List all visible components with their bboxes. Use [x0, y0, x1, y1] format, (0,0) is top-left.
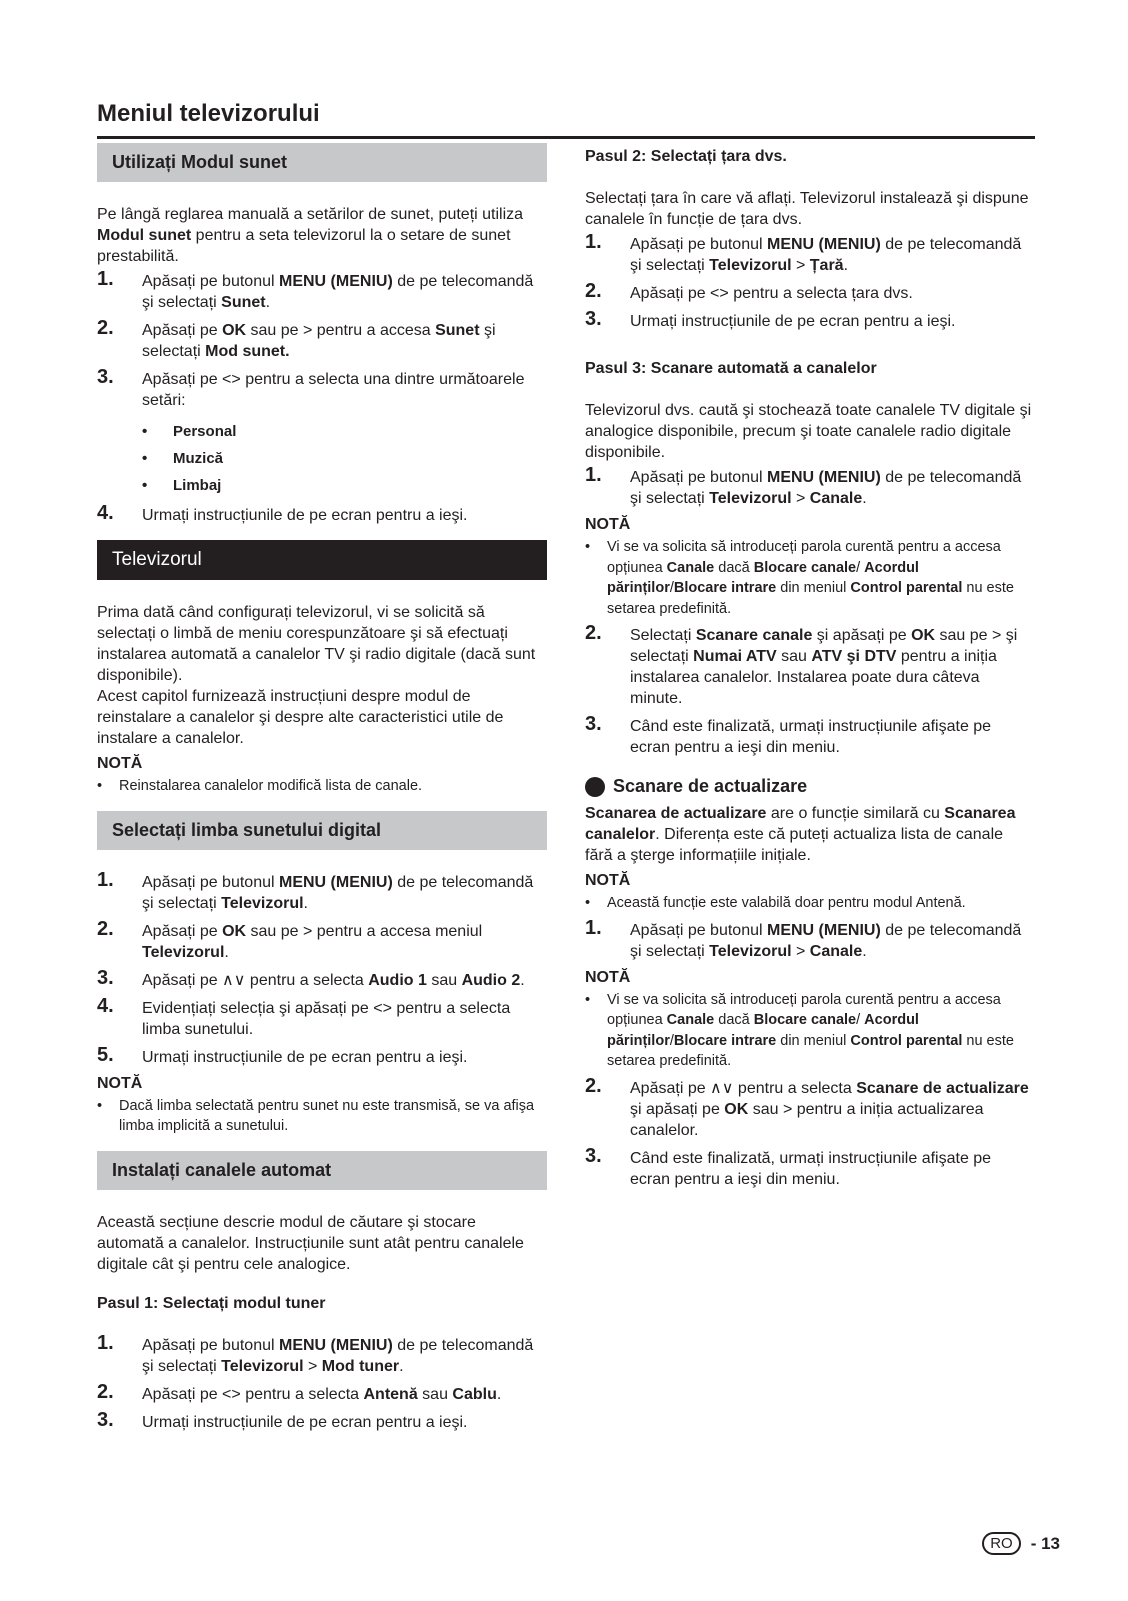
steps-list: [97, 268, 547, 411]
note-text: • Dacă limba selectată pentru sunet nu este transmisă, se va afişa limba implicită a sunetului.: [97, 1097, 535, 1134]
step-item: [97, 317, 547, 362]
section-heading: Televizorul: [97, 540, 547, 580]
section-auto-install: [97, 1151, 547, 1433]
step-item: [97, 268, 547, 313]
step-item: [585, 916, 1035, 962]
step-number: 3.: [585, 713, 602, 735]
bullet-circle-icon: [585, 777, 605, 797]
sub-heading: Scanare de actualizare: [585, 776, 1035, 797]
section-step3-scan: [585, 360, 1035, 758]
step-item: [97, 1043, 547, 1068]
step-text: Apăsați pe butonul MENU (MENIU) de pe telecomandă şi selectați Televizorul > Mod tuner.: [142, 1336, 534, 1375]
section-heading: Selectați limba sunetului digital: [97, 811, 547, 850]
page-number: - 13: [1030, 1533, 1060, 1553]
section-intro: Această secțiune descrie modul de căutare şi stocare automată a canalelor. Instrucțiunile sunt atât pentru canalele digitale cât şi pentru cele analogice.: [97, 1213, 524, 1273]
step-number: 3.: [97, 366, 114, 388]
step-text: Apăsați pe butonul MENU (MENIU) de pe telecomandă şi selectați Televizorul > Țară.: [630, 236, 1022, 274]
section-tv: [97, 540, 547, 797]
step-item: [97, 868, 547, 914]
section-intro: Televizorul dvs. caută şi stochează toate canalele TV digitale şi analogice disponibile, precum şi toate canalele radio digitale disponibile.: [585, 402, 1032, 461]
step-item: [585, 464, 1035, 509]
step-number: 2.: [585, 280, 602, 302]
step-number: 2.: [97, 1380, 114, 1403]
section-sound-mode: [97, 143, 547, 526]
step-number: 3.: [97, 1408, 114, 1431]
right-column: [585, 143, 1035, 1204]
section-heading: Instalați canalele automat: [97, 1151, 547, 1190]
steps-list: [585, 231, 1035, 332]
step-number: 2.: [97, 317, 114, 339]
step-number: 1.: [97, 868, 114, 891]
sound-options-list: [142, 418, 547, 499]
step-number: 5.: [97, 1043, 114, 1066]
section-audio-language: [97, 811, 547, 1137]
step-text: Apăsați pe OK sau pe > pentru a accesa Sunet şi selectați Mod sunet.: [142, 322, 496, 360]
step-text: Urmați instrucțiunile de pe ecran pentru a ieşi.: [142, 507, 468, 524]
step-text: Urmați instrucțiunile de pe ecran pentru a ieşi.: [630, 313, 956, 330]
step-item: [585, 622, 1035, 709]
steps-list: [97, 502, 547, 526]
step-number: 1.: [585, 916, 602, 939]
step-item: [585, 1074, 1035, 1141]
step-text: Apăsați pe OK sau pe > pentru a accesa meniul Televizorul.: [142, 922, 483, 961]
step-text: Apăsați pe <> pentru a selecta Antenă sau Cablu.: [142, 1385, 502, 1403]
step-text: Apăsați pe butonul MENU (MENIU) de pe telecomandă şi selectați Televizorul.: [142, 873, 534, 912]
steps-list: [97, 1331, 547, 1433]
section-step2-country: [585, 148, 1035, 332]
steps-list: [585, 1074, 1035, 1190]
steps-list: [585, 622, 1035, 758]
note-text: • Vi se va solicita să introduceți parola curentă pentru a accesa opțiunea Canale dacă Blocare canale/ Acordul părinților/Blocare intrare din meniul Control parental nu este setarea predefinită.: [585, 991, 1014, 1069]
step-text: Când este finalizată, urmați instrucțiunile afişate pe ecran pentru a ieşi din meniu.: [630, 1149, 992, 1188]
list-item: • Muzică: [142, 445, 547, 472]
step-text: Selectați Scanare canale şi apăsați pe OK sau pe > şi selectați Numai ATV sau ATV şi DTV pentru a iniția instalarea canalelor. Instalarea poate dura câteva minute.: [630, 627, 1018, 707]
step-text: Urmați instrucțiunile de pe ecran pentru a ieşi.: [142, 1048, 468, 1066]
step-item: [97, 1380, 547, 1405]
title-divider: [97, 136, 1035, 139]
note-label: NOTĂ: [97, 1074, 143, 1092]
step-text: Când este finalizată, urmați instrucțiunile afişate pe ecran pentru a ieşi din meniu.: [630, 718, 992, 756]
steps-list: [585, 464, 1035, 509]
page-footer: [982, 1532, 1060, 1555]
step-text: Apăsați pe <> pentru a selecta una dintre următoarele setări:: [142, 371, 525, 409]
step-number: 1.: [585, 464, 602, 486]
steps-list: [97, 868, 547, 1068]
list-item: • Personal: [142, 418, 547, 445]
sub-heading: Pasul 1: Selectați modul tuner: [97, 1294, 326, 1312]
step-item: [97, 917, 547, 963]
note-text: • Vi se va solicita să introduceți parola curentă pentru a accesa opțiunea Canale dacă Blocare canale/ Acordul părinților/Blocare intrare din meniul Control parental nu este setarea predefinită.: [585, 539, 1014, 617]
step-item: [585, 308, 1035, 332]
section-heading: Utilizați Modul sunet: [97, 143, 547, 182]
step-text: Apăsați pe <> pentru a selecta țara dvs.: [630, 285, 913, 302]
sub-heading: Pasul 2: Selectați țara dvs.: [585, 148, 787, 165]
note-label: NOTĂ: [585, 516, 631, 533]
steps-list: [585, 916, 1035, 962]
section-intro: Prima dată când configurați televizorul, vi se solicită să selectați o limbă de meniu corespunzătoare şi să efectuați instalarea automată a canalelor TV şi radio digitale (dacă sunt disponibile). Acest capitol furnizează instrucțiuni despre modul de reinstalare a canalelor şi despre alte caracteristici utile de instalare a canalelor.: [97, 604, 536, 747]
step-number: 2.: [585, 622, 602, 644]
step-item: [97, 502, 547, 526]
sub-heading: Pasul 3: Scanare automată a canalelor: [585, 360, 877, 377]
step-text: Apăsați pe butonul MENU (MENIU) de pe telecomandă şi selectați Televizorul > Canale.: [630, 921, 1022, 960]
step-item: [97, 966, 547, 991]
step-item: [585, 713, 1035, 758]
note-text: • Reinstalarea canalelor modifică lista de canale.: [97, 778, 423, 794]
step-number: 1.: [585, 231, 602, 253]
section-intro: Selectați țara în care vă aflați. Televizorul instalează şi dispune canalele în funcție de țara dvs.: [585, 190, 1029, 228]
section-intro: Pe lângă reglarea manuală a setărilor de sunet, puteți utiliza Modul sunet pentru a seta televizorul la o setare de sunet prestabilită.: [97, 206, 524, 265]
step-text: Apăsați pe butonul MENU (MENIU) de pe telecomandă şi selectați Sunet.: [142, 273, 534, 311]
step-number: 2.: [585, 1074, 602, 1097]
step-item: [585, 231, 1035, 276]
page-title: Meniul televizorului: [97, 100, 320, 127]
step-number: 1.: [97, 268, 114, 290]
language-badge: RO: [982, 1532, 1021, 1555]
section-update-scan: [585, 776, 1035, 1190]
section-intro: Scanarea de actualizare are o funcție similară cu Scanarea canalelor. Diferența este că puteți actualiza lista de canale fără a şterge informațiile inițiale.: [585, 805, 1016, 864]
step-item: [585, 1144, 1035, 1190]
step-number: 3.: [585, 308, 602, 330]
note-label: NOTĂ: [585, 872, 631, 889]
step-item: [97, 1331, 547, 1377]
note-text: • Această funcție este valabilă doar pentru modul Antenă.: [585, 895, 966, 911]
step-text: Apăsați pe ∧∨ pentru a selecta Audio 1 sau Audio 2.: [142, 971, 525, 989]
step-item: [97, 1408, 547, 1433]
step-item: [97, 366, 547, 411]
step-text: Urmați instrucțiunile de pe ecran pentru a ieşi.: [142, 1413, 468, 1431]
step-item: [585, 280, 1035, 304]
step-number: 1.: [97, 1331, 114, 1354]
step-number: 2.: [97, 917, 114, 940]
note-label: NOTĂ: [585, 968, 631, 986]
left-column: [97, 143, 547, 1447]
note-label: NOTĂ: [97, 755, 143, 772]
step-text: Apăsați pe ∧∨ pentru a selecta Scanare de actualizare şi apăsați pe OK sau > pentru a iniția actualizarea canalelor.: [630, 1079, 1029, 1139]
step-text: Apăsați pe butonul MENU (MENIU) de pe telecomandă şi selectați Televizorul > Canale.: [630, 469, 1022, 507]
step-text: Evidențiați selecția şi apăsați pe <> pentru a selecta limba sunetului.: [142, 999, 511, 1038]
step-number: 3.: [97, 966, 114, 989]
step-number: 3.: [585, 1144, 602, 1167]
step-item: [97, 994, 547, 1040]
list-item: • Limbaj: [142, 472, 547, 499]
step-number: 4.: [97, 994, 114, 1017]
step-number: 4.: [97, 502, 114, 524]
